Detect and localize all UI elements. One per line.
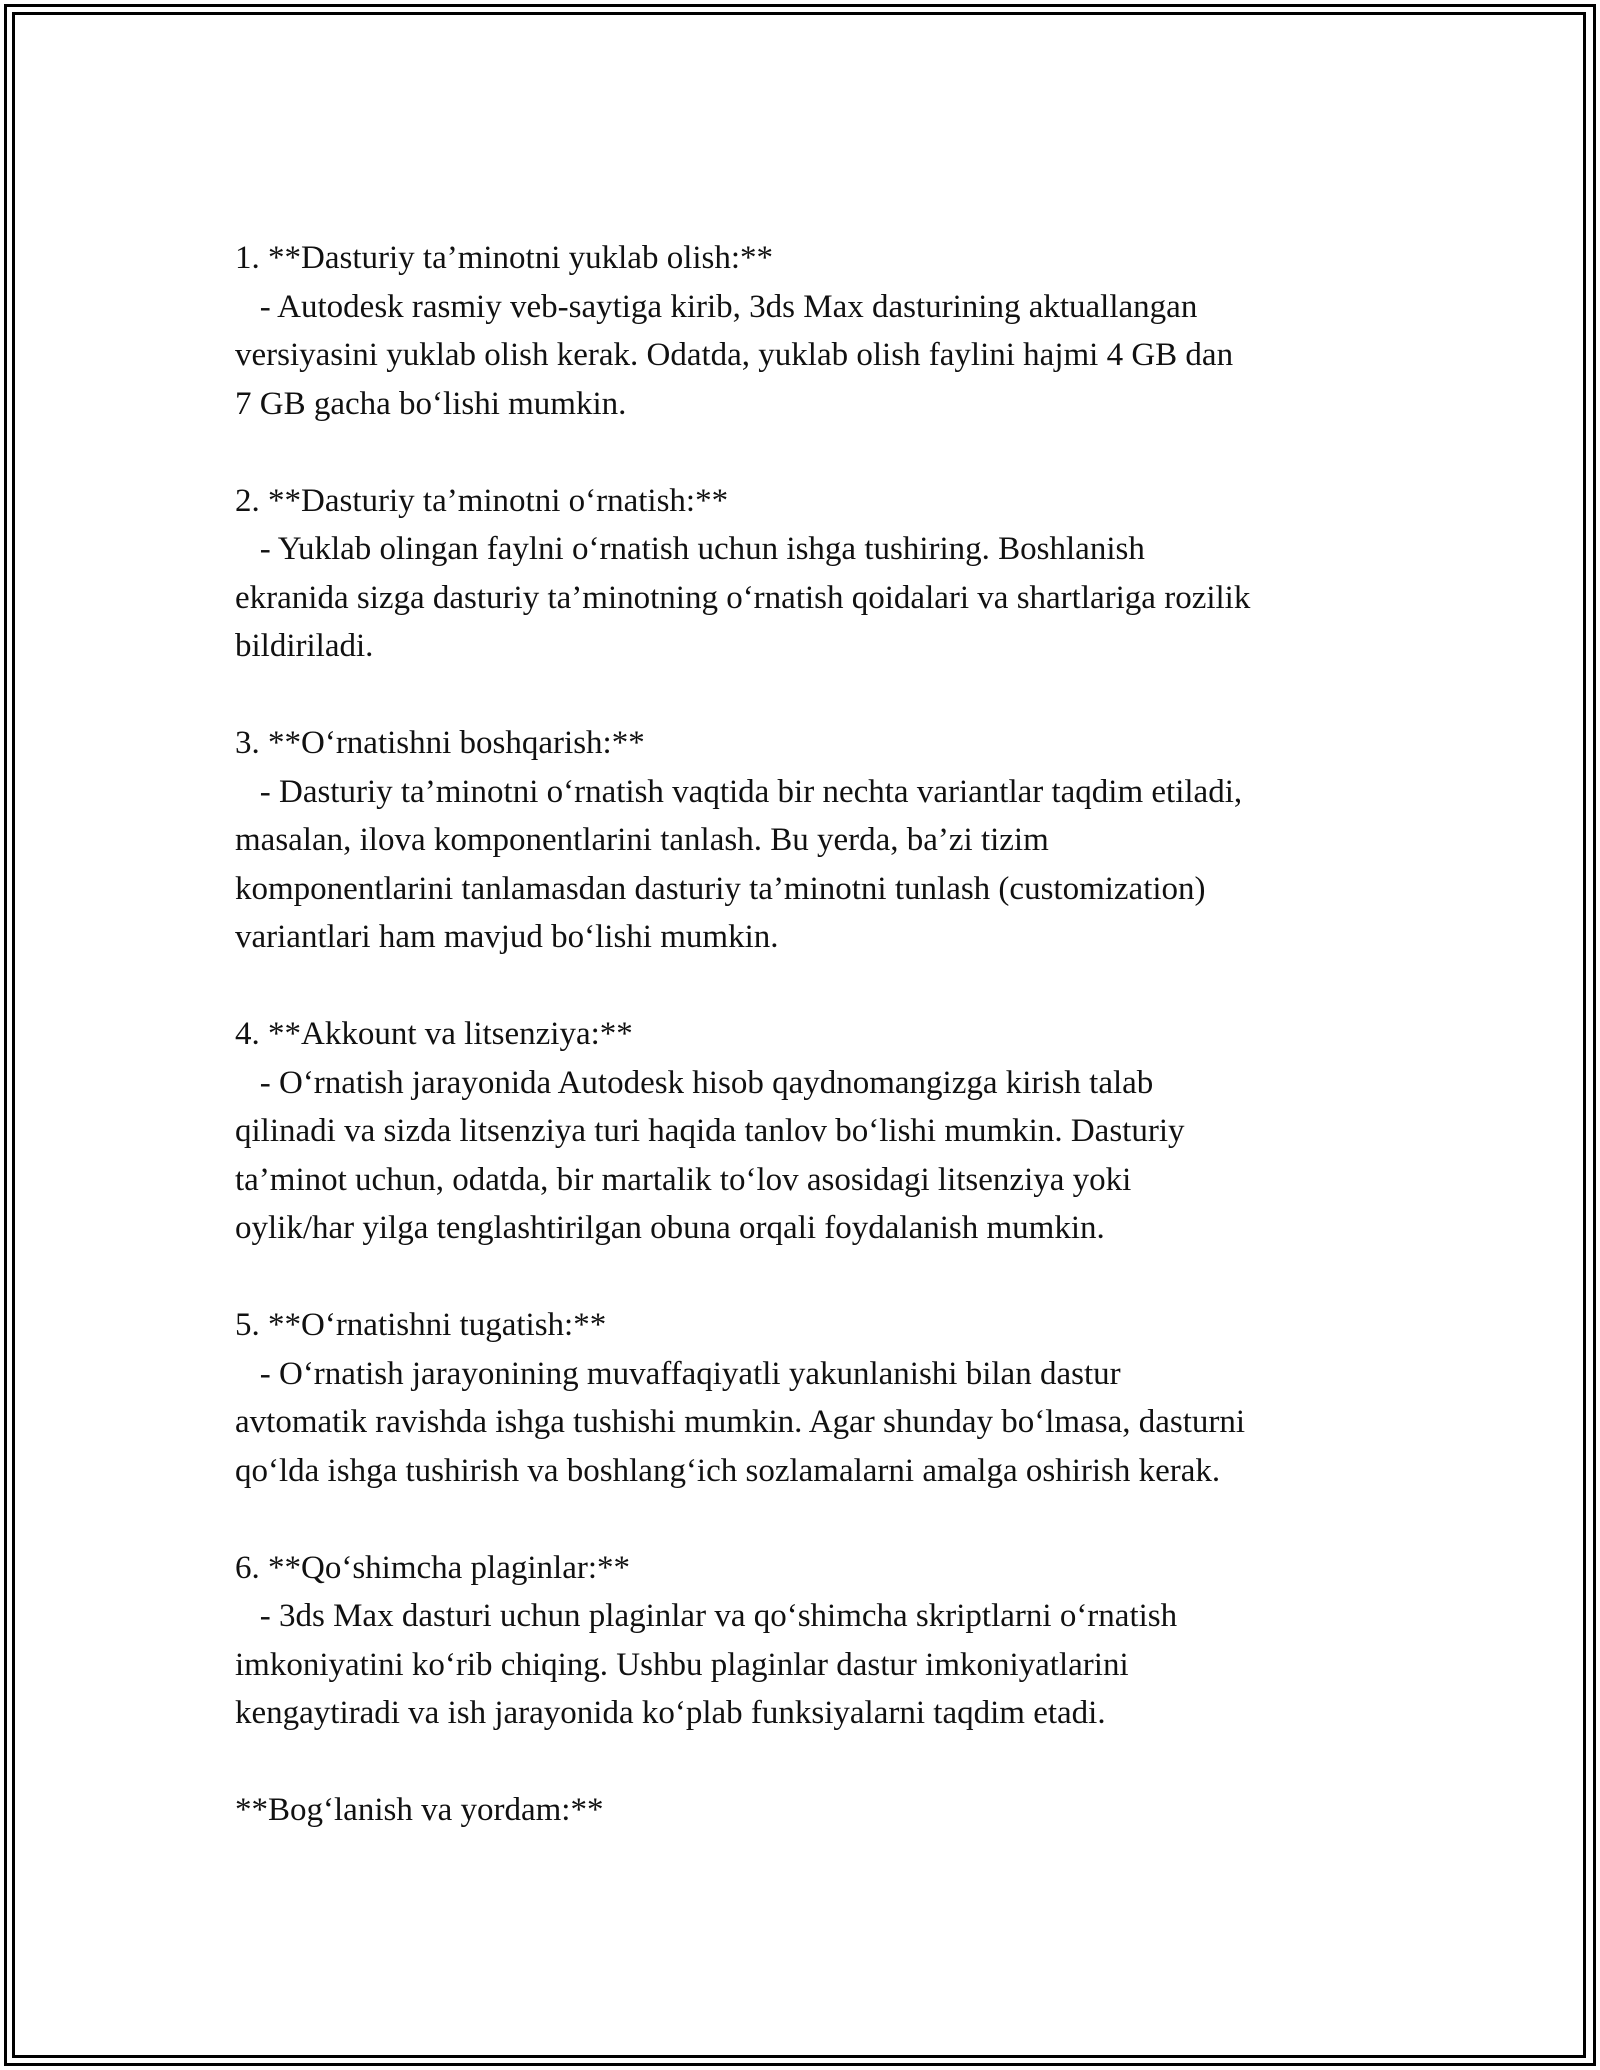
document-body [235,234,1375,1883]
section-heading: 4. **Akkount va litsenziya:** [235,1016,633,1052]
section-text: - Dasturiy ta’minotni o‘rnatish vaqtida bir nechta variantlar taqdim etiladi, masalan, ilova komponentlarini tanlash. Bu yerda, ba’zi tizim komponentlarini tanlamasdan dasturiy ta’minotni tunlash (customization) variantlari ham mavjud bo‘lishi mumkin. [235,773,1243,955]
section-download [235,234,1375,428]
section-account-license [235,1010,1375,1253]
section-text: - O‘rnatish jarayonida Autodesk hisob qaydnomangizga kirish talab qilinadi va sizda litsenziya turi haqida tanlov bo‘lishi mumkin. Dasturiy ta’minot uchun, odatda, bir martalik to‘lov asosidagi litsenziya yoki oylik/har yilga tenglashtirilgan obuna orqali foydalanish mumkin. [235,1064,1185,1246]
section-heading: 6. **Qo‘shimcha plaginlar:** [235,1549,631,1586]
section-heading: 3. **O‘rnatishni boshqarish:** [235,725,645,761]
section-text: - Autodesk rasmiy veb-saytiga kirib, 3ds Max dasturining aktuallangan versiyasini yuklab olish kerak. Odatda, yuklab olish faylini hajmi 4 GB dan 7 GB gacha bo‘lishi mumkin. [235,288,1234,422]
section-heading: 2. **Dasturiy ta’minotni o‘rnatish:** [235,482,729,519]
footer-heading: **Bog‘lanish va yordam:** [235,1792,604,1828]
section-text: - O‘rnatish jarayonining muvaffaqiyatli yakunlanishi bilan dastur avtomatik ravishda ishga tushishi mumkin. Agar shunday bo‘lmasa, dasturni qo‘lda ishga tushirish va boshlang‘ich sozlamalarni amalga oshirish kerak. [235,1355,1246,1489]
section-plugins [235,1544,1375,1738]
section-finish-install [235,1301,1375,1495]
section-heading: 1. **Dasturiy ta’minotni yuklab olish:** [235,240,774,276]
section-install [235,477,1375,671]
section-text: - Yuklab olingan faylni o‘rnatish uchun ishga tushiring. Boshlanish ekranida sizga dasturiy ta’minotning o‘rnatish qoidalari va shartlariga rozilik bildiriladi. [235,531,1251,664]
section-contact-support [235,1786,1375,1835]
section-heading: 5. **O‘rnatishni tugatish:** [235,1307,607,1343]
section-text: - 3ds Max dasturi uchun plaginlar va qo‘shimcha skriptlarni o‘rnatish imkoniyatini ko‘rib chiqing. Ushbu plaginlar dastur imkoniyatlarini kengaytiradi va ish jarayonida ko‘plab funksiyalarni taqdim etadi. [235,1598,1178,1731]
section-manage-install [235,719,1375,962]
